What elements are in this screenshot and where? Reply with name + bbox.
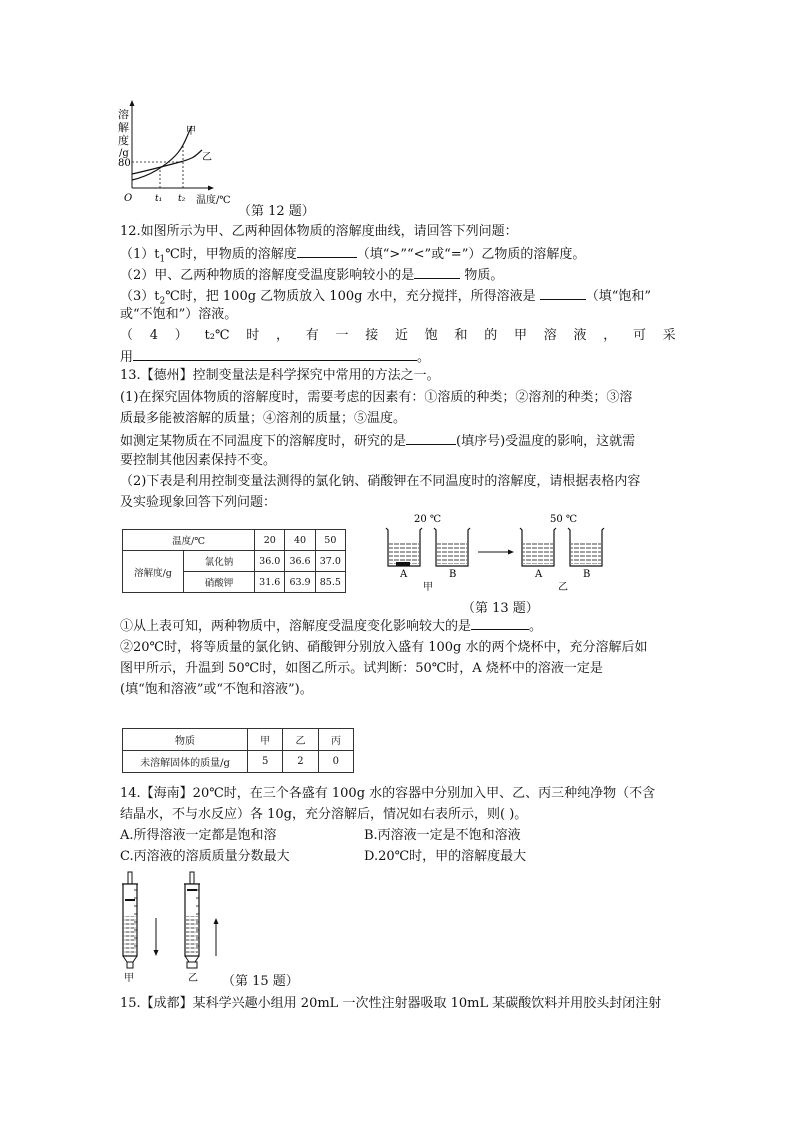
- beakers-figure: [378, 510, 618, 592]
- q12-part3-cont: 或“不饱和”）溶液。: [120, 307, 238, 322]
- beaker-label-B: B: [583, 569, 591, 580]
- figure-15-caption: （第 15 题）: [222, 974, 299, 989]
- t2-label: t₂: [178, 194, 186, 204]
- q13-sub2-line2: 图甲所示，升温到 50℃时，如图乙所示。试判断：50℃时，A 烧杯中的溶液一定是: [120, 661, 603, 676]
- table-temp: 20: [255, 530, 285, 551]
- undissolved-solid: [396, 562, 410, 566]
- y-axis-label-2: 解: [118, 121, 129, 134]
- q13-line2: 质最多能被溶解的质量；④溶剂的质量；⑤温度。: [120, 411, 407, 426]
- q12-part2: （2）甲、乙两种物质的溶解度受温度影响较小的是 物质。: [120, 264, 503, 286]
- q13-sub2-line3: (填“饱和溶液”或“不饱和溶液”)。: [120, 682, 313, 697]
- table-header: 乙: [283, 729, 318, 751]
- q14-line1: 14.【海南】20℃时，在三个各盛有 100g 水的容器中分别加入甲、乙、丙三种纯净物（不含: [120, 786, 656, 801]
- curve-yi: [132, 150, 202, 174]
- solubility-table: [122, 529, 346, 593]
- beaker-A-right: [520, 528, 556, 566]
- y-axis-label-1: 溶: [118, 108, 129, 121]
- answer-blank[interactable]: [540, 285, 586, 300]
- beaker-label-B: B: [449, 569, 457, 580]
- x-axis-label: 温度/℃: [196, 195, 231, 206]
- table-cell: 36.0: [255, 551, 285, 572]
- q13-sub2-line1: ②20℃时，将等质量的氯化钠、硝酸钾分别放入盛有 100g 水的两个烧杯中，充分溶解后如: [120, 640, 648, 655]
- q13-line6: 及实验现象回答下列问题：: [120, 495, 277, 510]
- q14-option-b[interactable]: B.丙溶液一定是不饱和溶液: [364, 828, 521, 843]
- q12-part4-cont: 用 。: [120, 346, 430, 368]
- figure-13-caption: （第 13 题）: [462, 601, 539, 616]
- up-arrow: [214, 918, 219, 956]
- table-substance: 硝酸钾: [184, 572, 255, 593]
- q12-part3: $(3)t_2℃$时，把 100g 乙物质放入 100g 水中，充分搅拌，所得溶液是 （填“饱和”: [120, 285, 651, 312]
- q13-line1: (1)在探究固体物质的溶解度时，需要考虑的因素有：①溶质的种类；②溶剂的种类；③溶: [120, 390, 633, 405]
- syringe-jia: [122, 872, 138, 968]
- table-temp: 50: [315, 530, 345, 551]
- temp-right-label: 50 ℃: [550, 514, 578, 525]
- beaker-B-right: [568, 528, 604, 566]
- table-row-label: 未溶解固体的质量/g: [123, 751, 248, 773]
- q12-part4: （ 4 ） t₂℃ 时 ， 有 一 接 近 饱 和 的 甲 溶 液 ， 可 采: [120, 328, 676, 343]
- answer-blank[interactable]: [297, 243, 357, 258]
- table-cell: 37.0: [315, 551, 345, 572]
- table-header: 物质: [123, 729, 248, 751]
- temp-left-label: 20 ℃: [414, 514, 442, 525]
- table-row-label: 溶解度/g: [123, 551, 184, 593]
- beaker-A-left: [386, 528, 422, 566]
- table-cell: 0: [318, 751, 353, 773]
- curve-jia-label: 甲: [186, 126, 196, 137]
- table-cell: 31.6: [255, 572, 285, 593]
- q13-sub1: ①从上表可知，两种物质中，溶解度受温度变化影响较大的是 。: [120, 615, 542, 637]
- table-cell: 2: [283, 751, 318, 773]
- table-substance: 氯化钠: [184, 551, 255, 572]
- table-header-label: 温度/℃: [123, 530, 255, 551]
- y-axis-label-4: /g: [119, 148, 129, 159]
- y-axis-arrow: [130, 100, 135, 106]
- table-cell: 5: [248, 751, 283, 773]
- syringe-yi: [184, 872, 200, 968]
- y-axis-label-3: 度: [118, 134, 129, 147]
- q14-option-d[interactable]: D.20℃时，甲的溶解度最大: [364, 849, 527, 864]
- curve-yi-label: 乙: [202, 152, 212, 163]
- q13-stem: 13.【德州】控制变量法是科学探究中常用的方法之一。: [120, 368, 440, 383]
- q14-line2: 结晶水，不与水反应）各 10g，充分溶解后，情况如右表所示，则( )。: [120, 807, 528, 822]
- syringe-label-yi: 乙: [188, 973, 198, 984]
- q12-part1: $(1)t_1℃$时，甲物质的溶解度 （填“>”“<”或“=”）乙物质的溶解度。: [120, 243, 585, 270]
- undissolved-table: [122, 728, 354, 773]
- answer-blank[interactable]: [406, 430, 456, 445]
- group-label-yi: 乙: [558, 582, 568, 592]
- origin-label: O: [124, 193, 133, 204]
- table-header: 甲: [248, 729, 283, 751]
- answer-blank[interactable]: [414, 264, 460, 279]
- beaker-label-A: A: [400, 569, 408, 580]
- table-cell: 63.9: [285, 572, 315, 593]
- arrow-head: [508, 550, 514, 555]
- syringe-figure: [112, 870, 242, 985]
- q15-line1: 15.【成都】某科学兴趣小组用 20mL 一次性注射器吸取 10mL 某碳酸饮料并用胶头封闭注射: [120, 996, 662, 1011]
- syringe-label-jia: 甲: [124, 973, 134, 984]
- q12-stem: 12.如图所示为甲、乙两种固体物质的溶解度曲线，请回答下列问题：: [120, 224, 518, 239]
- q13-line4: 要控制其他因素保持不变。: [120, 453, 277, 468]
- q13-line5: （2)下表是利用控制变量法测得的氯化钠、硝酸钾在不同温度时的溶解度，请根据表格内容: [120, 474, 641, 489]
- q13-line3: 如测定某物质在不同温度下的溶解度时，研究的是 (填序号)受温度的影响，这就需: [120, 430, 635, 452]
- table-temp: 40: [285, 530, 315, 551]
- solubility-curve-figure: [110, 100, 250, 210]
- answer-blank[interactable]: [471, 615, 529, 630]
- tick-80: 80: [118, 158, 131, 169]
- figure-12-caption: （第 12 题）: [238, 204, 315, 219]
- beaker-B-left: [434, 528, 470, 566]
- x-axis-arrow: [208, 186, 214, 191]
- beaker-label-A: A: [535, 569, 543, 580]
- answer-blank[interactable]: [133, 346, 417, 361]
- down-arrow: [154, 918, 159, 956]
- q14-option-c[interactable]: C.丙溶液的溶质质量分数最大: [120, 849, 290, 864]
- table-header: 丙: [318, 729, 353, 751]
- q14-option-a[interactable]: A.所得溶液一定都是饱和溶: [120, 828, 277, 843]
- t1-label: t₁: [155, 194, 163, 204]
- table-cell: 36.6: [285, 551, 315, 572]
- group-label-jia: 甲: [423, 582, 433, 592]
- table-cell: 85.5: [315, 572, 345, 593]
